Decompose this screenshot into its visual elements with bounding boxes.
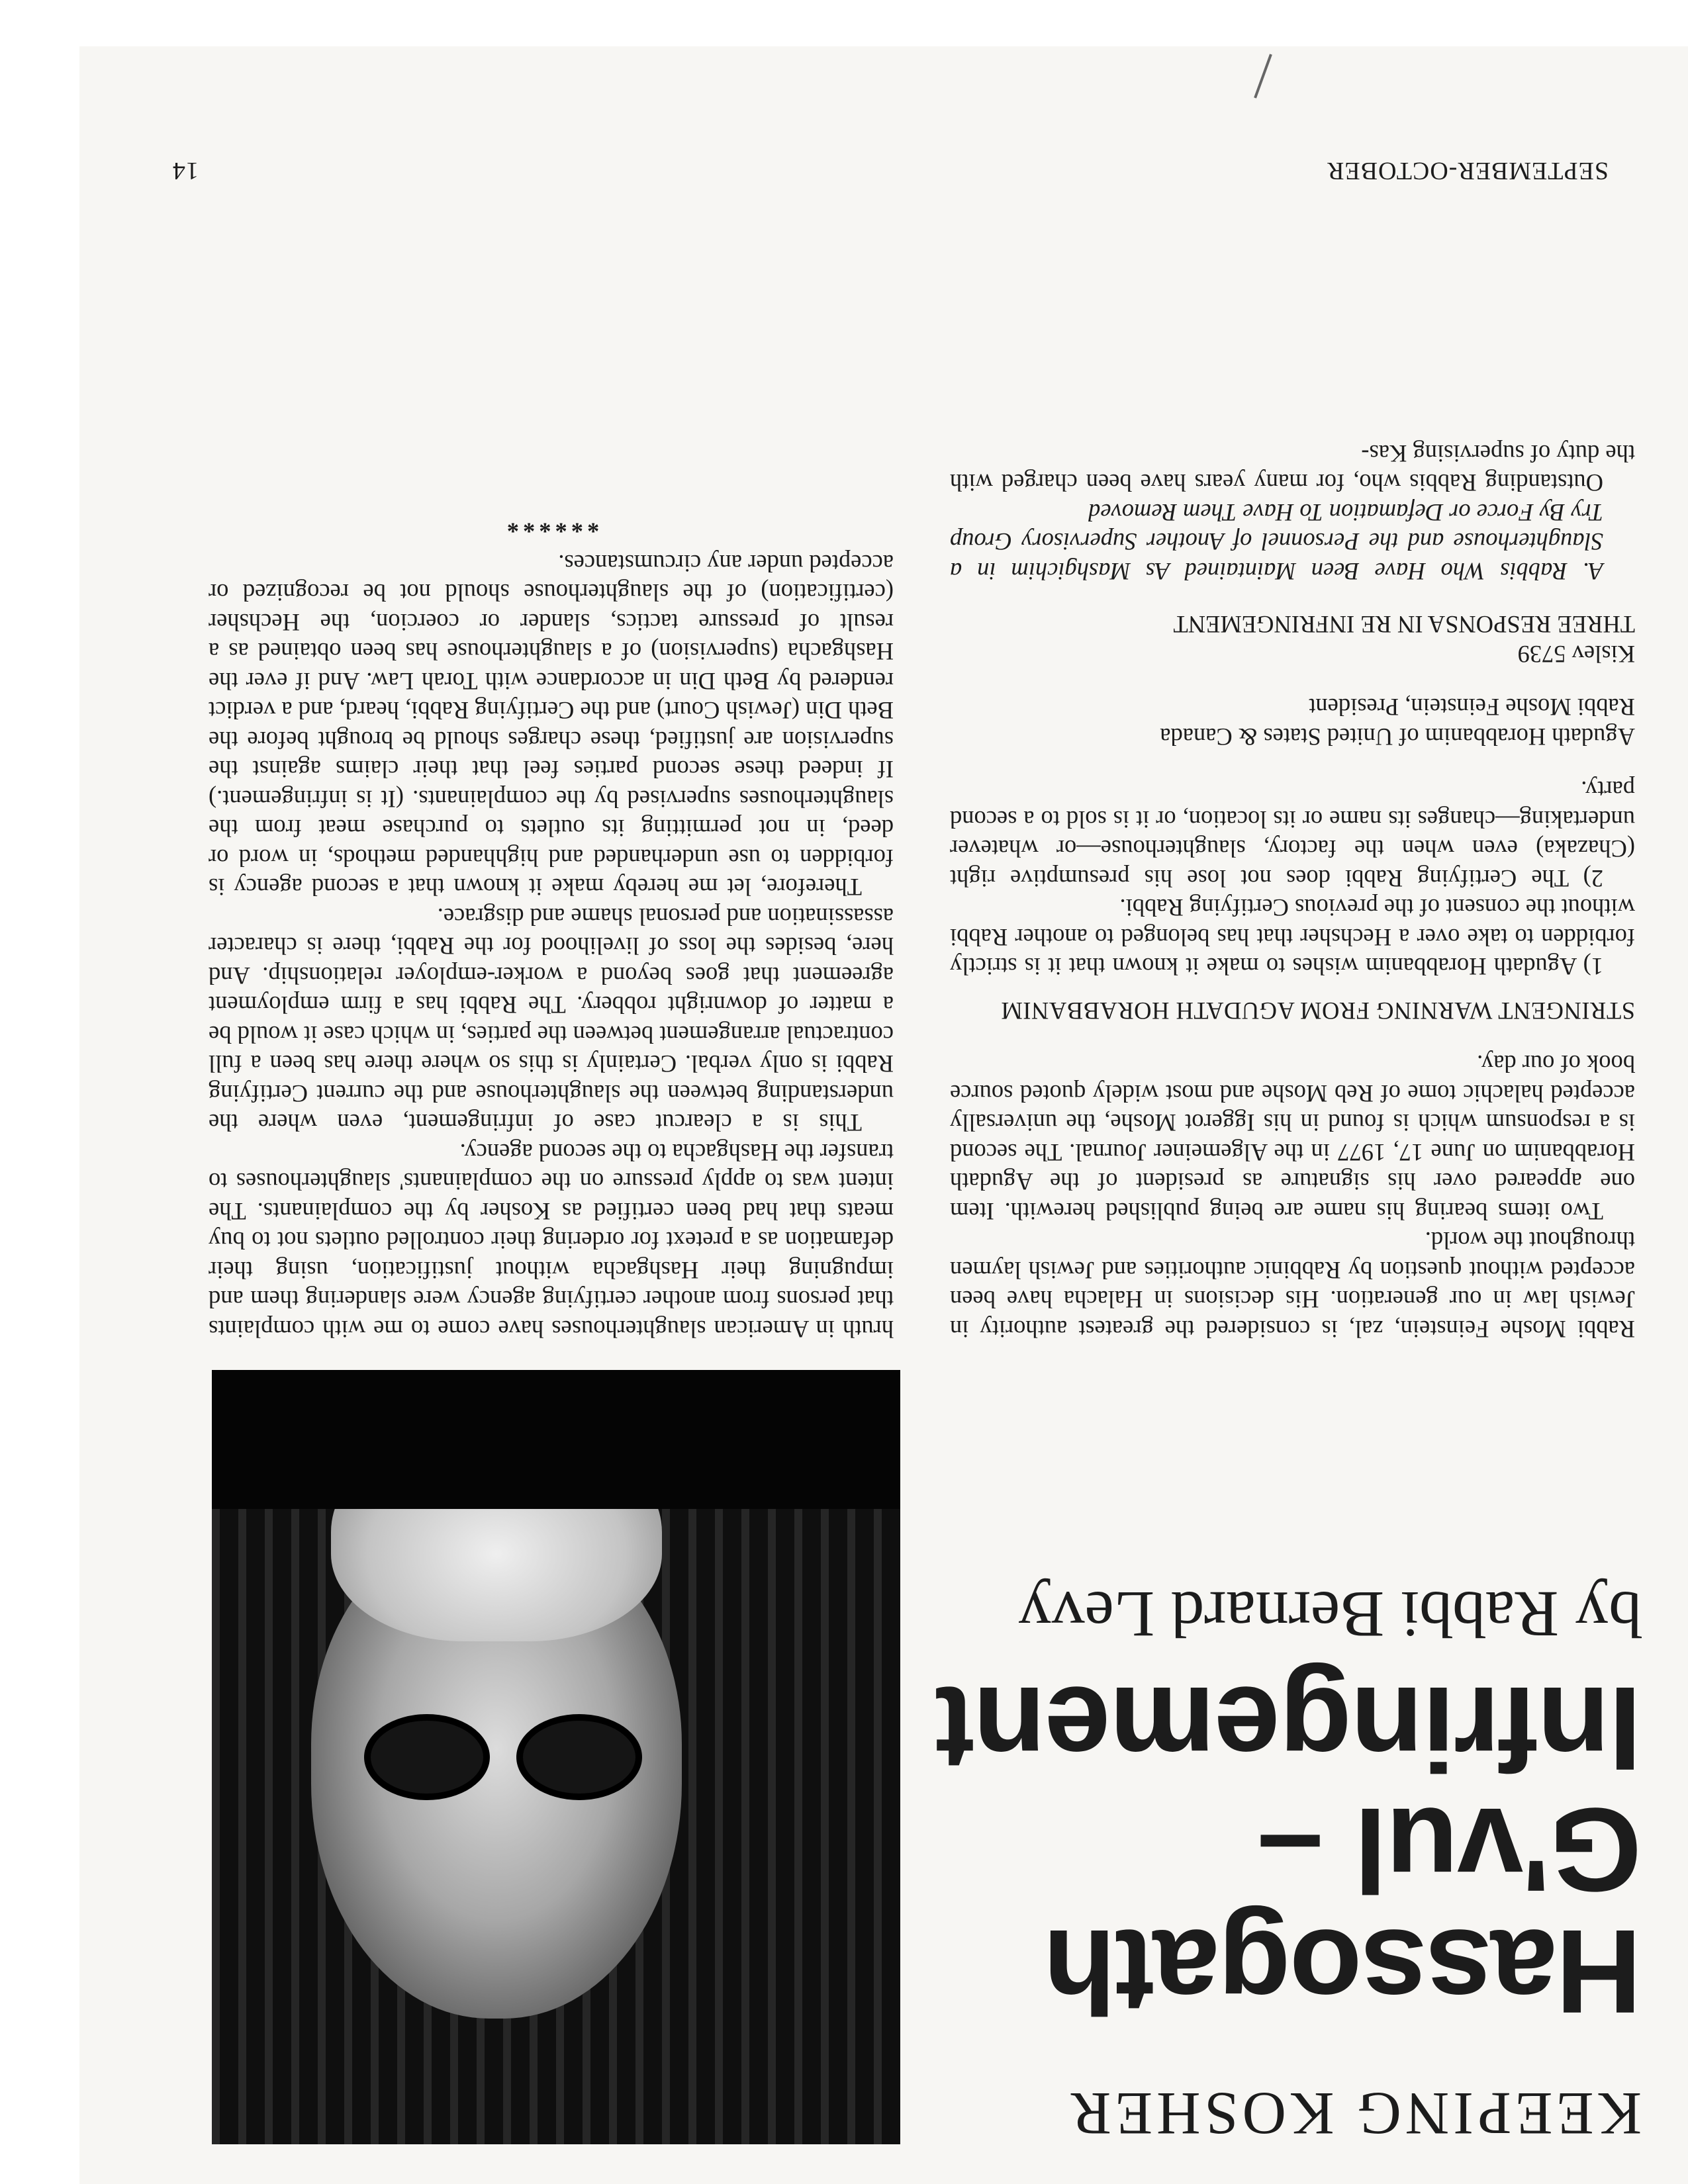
page-number: 14	[172, 157, 199, 185]
photo-glasses	[364, 1727, 642, 1800]
intro-paragraph: Two items bearing his name are being published herewith. Item one appeared over his signature as president of the Agudath Horabbanim on June 17, 1977 in the Algemeiner Journal. The second is a responsum which is found in his Iggerot Moshe, the universally accepted halachic tome of Reb Moshe and most widely quoted source book of our day.	[950, 1050, 1635, 1225]
issue-date: Kislev 5739	[1517, 641, 1635, 668]
warning-item: 2) The Certifying Rabbi does not lose his presumptive right (Chazaka) even when the factory, slaughterhouse—or whatever undertaking—changes its name or its location, or it is sold to a second party.	[950, 776, 1635, 892]
body-paragraph: Therefore, let me hereby make it known that a second agency is forbidden to use underhanded and highhanded methods, in word or deed, in not permitting its outlets to purchase meat from the slaughterhouses supervised by the complainants. (It is infringement.) If indeed these second parties feel that their claims against the supervision are justified, these charges should be brought before the Beth Din (Jewish Court) and the Certifying Rabbi, heard, and a verdict rendered by Beth Din in accordance with Torah Law. And if ever the Hashgacha (supervision) of a slaughterhouse has been obtained as a result of pressure tactics, slander or coercion, the Hechsher (certification) of the slaughterhouse should not be recognized or accepted under any circumstances.	[209, 550, 894, 901]
responsa-heading: THREE RESPONSA IN RE INFRINGEMENT	[1173, 611, 1635, 639]
author-photo	[212, 1370, 900, 2144]
responsa-subheading: A. Rabbis Who Have Been Maintained As Mashgichim in a Slaughterhouse and the Personnel of Another Supervisory Group Try By Force or Defamation To Have Them Removed	[950, 499, 1603, 585]
signatory: Rabbi Moshe Feinstein, President	[1309, 694, 1635, 721]
body-paragraph: This is a clearcut case of infringement, even where the understanding between the slaughterhouse and the current Certifying Rabbi is only verbal. Certainly is this so where there has been a full contractual arrangement between the parties, in which case it would be a matter of downright robbery. The Rabbi has a firm employment agreement that goes beyond a worker-employer relationship. And here, besides the loss of livelihood for the Rabbi, there is character assassination and personal shame and disgrace.	[209, 903, 894, 1137]
responsa-text: Outstanding Rabbis who, for many years have been charged with the duty of supervising Kas-	[950, 440, 1635, 497]
magazine-page	[79, 46, 1688, 2184]
left-column	[950, 439, 1635, 1344]
warning-item: 1) Agudath Horabbanim wishes to make it known that it is strictly forbidden to take over a Hechsher that has belonged to another Rabbi without the consent of the previous Certifying Rabbi.	[950, 894, 1635, 981]
signature-organization: Agudath Horabbanim of United States & Canada	[1160, 723, 1635, 751]
section-kicker: KEEPING KOSHER	[1066, 2080, 1642, 2148]
byline: by Rabbi Bernard Levy	[1018, 1578, 1642, 1652]
article-title: Hassogath G'vul – Infringement	[935, 1661, 1642, 2038]
warning-heading: STRINGENT WARNING FROM AGUDATH HORABBANIM	[1000, 997, 1635, 1024]
intro-paragraph: Rabbi Moshe Feinstein, zal, is considered the greatest authority in Jewish law in our generation. His decisions in Halacha have been accepted without question by Rabbinic authorities and Jewish laymen throughout the world.	[950, 1227, 1635, 1343]
issue-label: SEPTEMBER-OCTOBER	[1327, 157, 1609, 185]
pen-mark	[1254, 54, 1272, 98]
right-column	[209, 510, 894, 1343]
photo-shoulder	[212, 1370, 900, 1509]
end-mark: ******	[502, 511, 600, 539]
body-paragraph: hruth in American slaughterhouses have come to me with complaints that persons from another certifying agency were slandering them and impugning their Hashgacha without justification, using their defamation as a pretext for ordering their controlled outlets not to buy meats that had been certified as Kosher by the complainants. The intent was to apply pressure on the complainants' slaughterhouses to transfer the Hashgacha to the second agency.	[209, 1139, 894, 1343]
title-block	[907, 1578, 1642, 2038]
